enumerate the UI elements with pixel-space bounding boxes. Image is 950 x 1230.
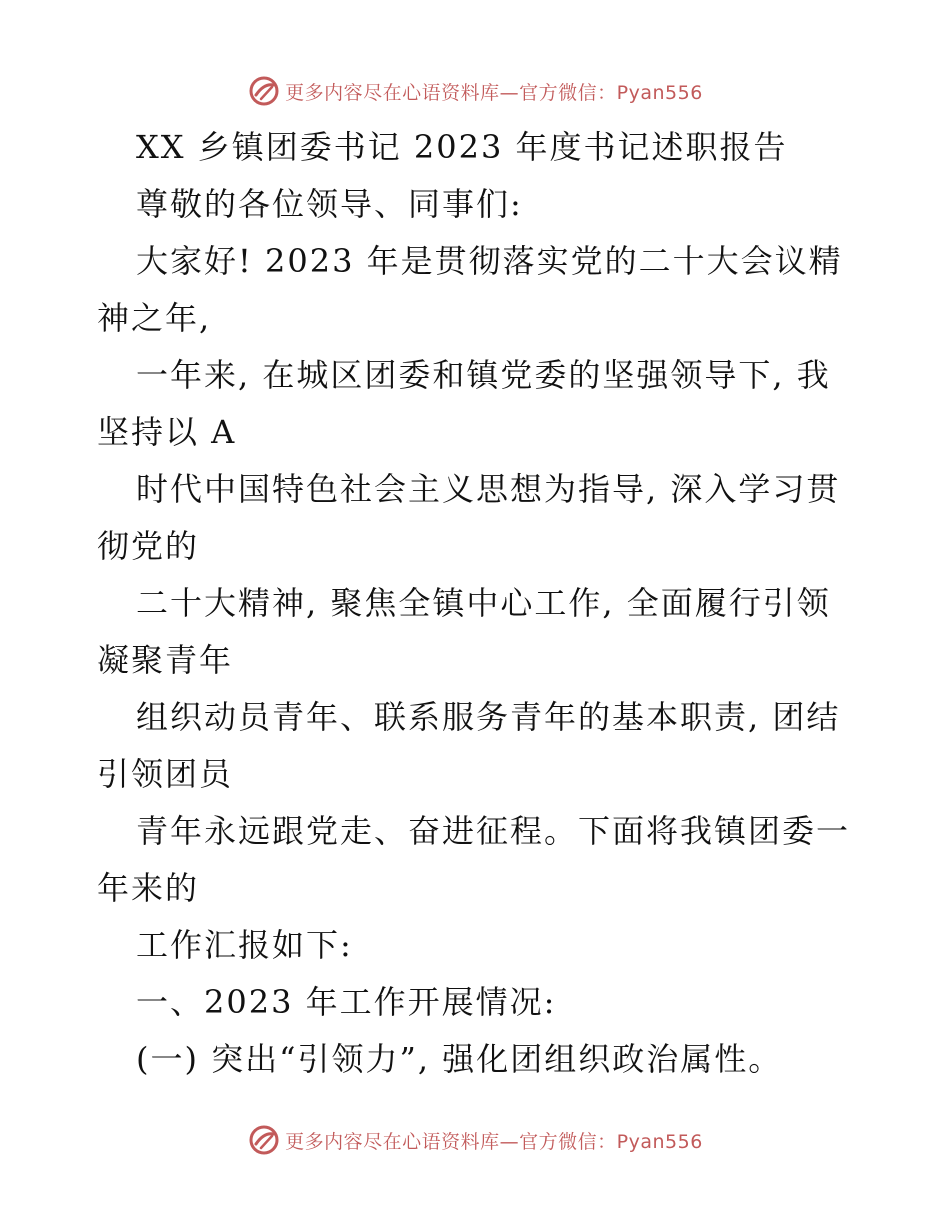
brush-seal-logo-icon (247, 74, 281, 108)
paragraph-line: 凝聚青年 (97, 641, 234, 679)
paragraph-line: 彻党的 (97, 527, 200, 565)
document-title: XX 乡镇团委书记 2023 年度书记述职报告 (136, 128, 788, 166)
paragraph-line: 工作汇报如下: (136, 926, 353, 964)
paragraph-line: 神之年, (97, 299, 212, 337)
paragraph-line: 引领团员 (97, 755, 234, 793)
banner-text: 更多内容尽在心语资料库—官方微信：Pyan556 (285, 1130, 703, 1153)
paragraph-line: 时代中国特色社会主义思想为指导, 深入学习贯 (136, 470, 841, 508)
banner-text: 更多内容尽在心语资料库—官方微信：Pyan556 (285, 81, 703, 104)
paragraph-line: 年来的 (97, 869, 200, 907)
paragraph-line: 大家好! 2023 年是贯彻落实党的二十大会议精 (136, 242, 843, 280)
brush-seal-logo-icon (247, 1123, 281, 1157)
paragraph-line: 一年来, 在城区团委和镇党委的坚强领导下, 我 (136, 356, 831, 394)
paragraph-line: 青年永远跟党走、奋进征程。下面将我镇团委一 (136, 812, 851, 850)
paragraph-line: 组织动员青年、联系服务青年的基本职责, 团结 (136, 698, 841, 736)
paragraph-line: 坚持以 A (97, 413, 237, 451)
paragraph-line: 二十大精神, 聚焦全镇中心工作, 全面履行引领 (136, 584, 831, 622)
subsection-heading: (一) 突出“引领力”, 强化团组织政治属性。 (136, 1040, 783, 1078)
footer-banner (0, 1120, 950, 1160)
paragraph-line: 尊敬的各位领导、同事们: (136, 185, 523, 223)
section-heading: 一、2023 年工作开展情况: (136, 983, 557, 1021)
header-banner (0, 71, 950, 111)
